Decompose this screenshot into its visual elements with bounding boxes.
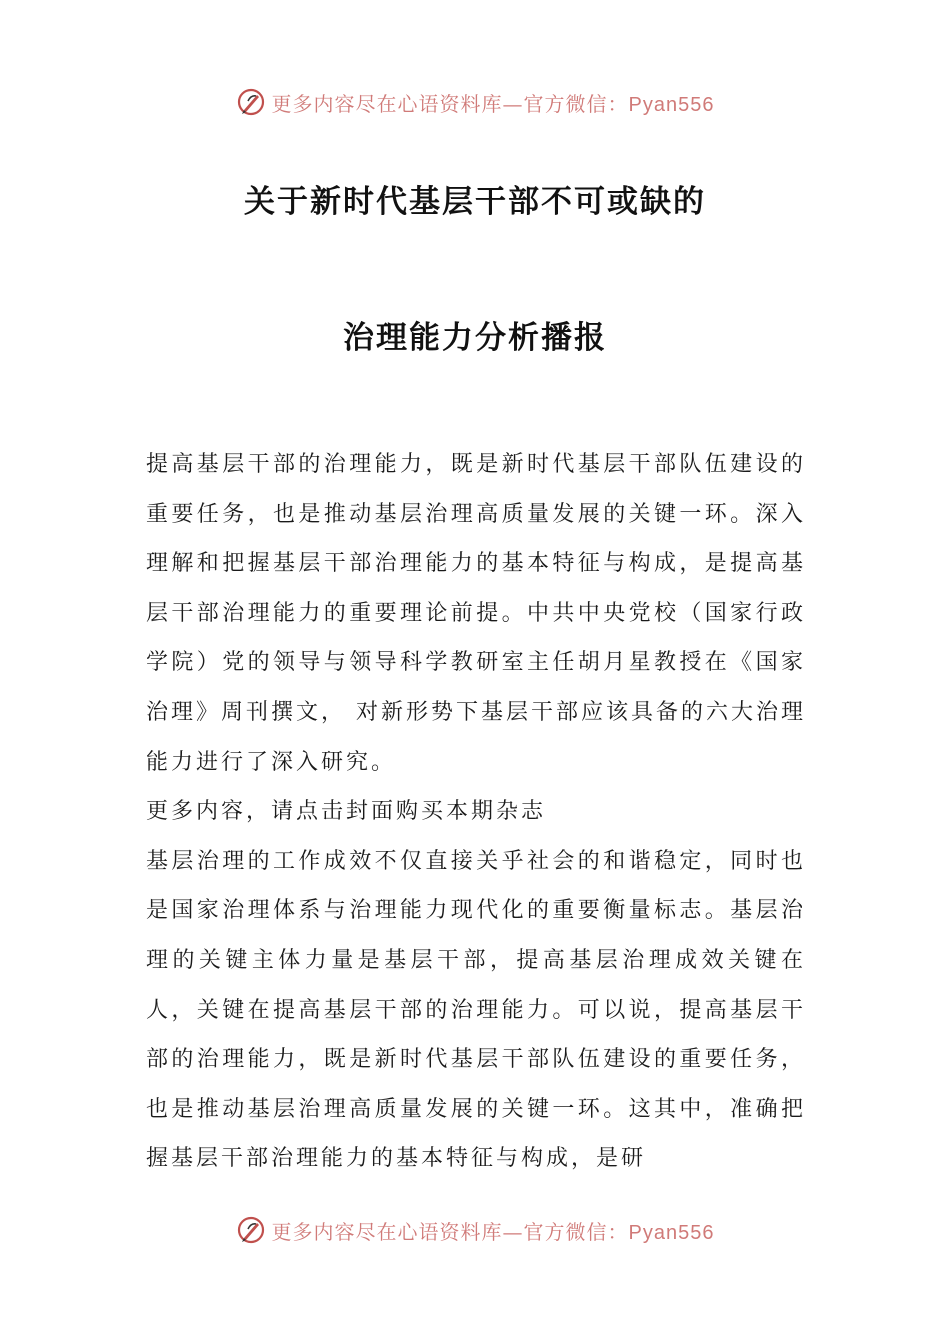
document-title-line-2: 治理能力分析播报 <box>343 320 607 356</box>
watermark-wechat-id: Pyan556 <box>628 93 715 116</box>
watermark-separator: — <box>502 91 524 116</box>
watermark-text <box>272 1216 715 1245</box>
watermark-separator: — <box>502 1219 524 1244</box>
watermark-wechat-id: Pyan556 <box>628 1221 715 1244</box>
paragraph-purchase-note: 更多内容，请点击封面购买本期杂志 <box>146 799 547 825</box>
paragraph-main: 基层治理的工作成效不仅直接关乎社会的和谐稳定，同时也是国家治理体系与治理能力现代化的重要衡量标志。基层治理的关键主体力量是基层干部，提高基层治理成效关键在人，关键在提高基层干部的治理能力。可以说，提高基层干部的治理能力，既是新时代基层干部队伍建设的重要任务，也是推动基层治理高质量发展的关键一环。这其中，准确把握基层干部治理能力的基本特征与构成，是研 <box>146 848 806 1172</box>
watermark-brand: 更多内容尽在心语资料库 <box>271 1219 503 1244</box>
footer-watermark <box>0 1210 950 1250</box>
watermark-wechat-label: 官方微信： <box>523 1219 629 1244</box>
watermark-wechat-label: 官方微信： <box>523 91 629 116</box>
document-body <box>146 440 806 1184</box>
paragraph-intro: 提高基层干部的治理能力，既是新时代基层干部队伍建设的重要任务，也是推动基层治理高质量发展的关键一环。深入理解和把握基层干部治理能力的基本特征与构成，是提高基层干部治理能力的重要理论前提。中共中央党校（国家行政学院）党的领导与领导科学教研室主任胡月星教授在《国家治理》周刊撰文， 对新形势下基层干部应该具备的六大治理能力进行了深入研究。 <box>146 452 806 775</box>
document-title-line-1: 关于新时代基层干部不可或缺的 <box>244 184 706 220</box>
pen-logo-icon <box>236 87 266 117</box>
watermark-brand: 更多内容尽在心语资料库 <box>271 91 503 116</box>
pen-logo-icon <box>236 1215 266 1245</box>
watermark-text <box>272 88 715 117</box>
header-watermark <box>0 82 950 122</box>
